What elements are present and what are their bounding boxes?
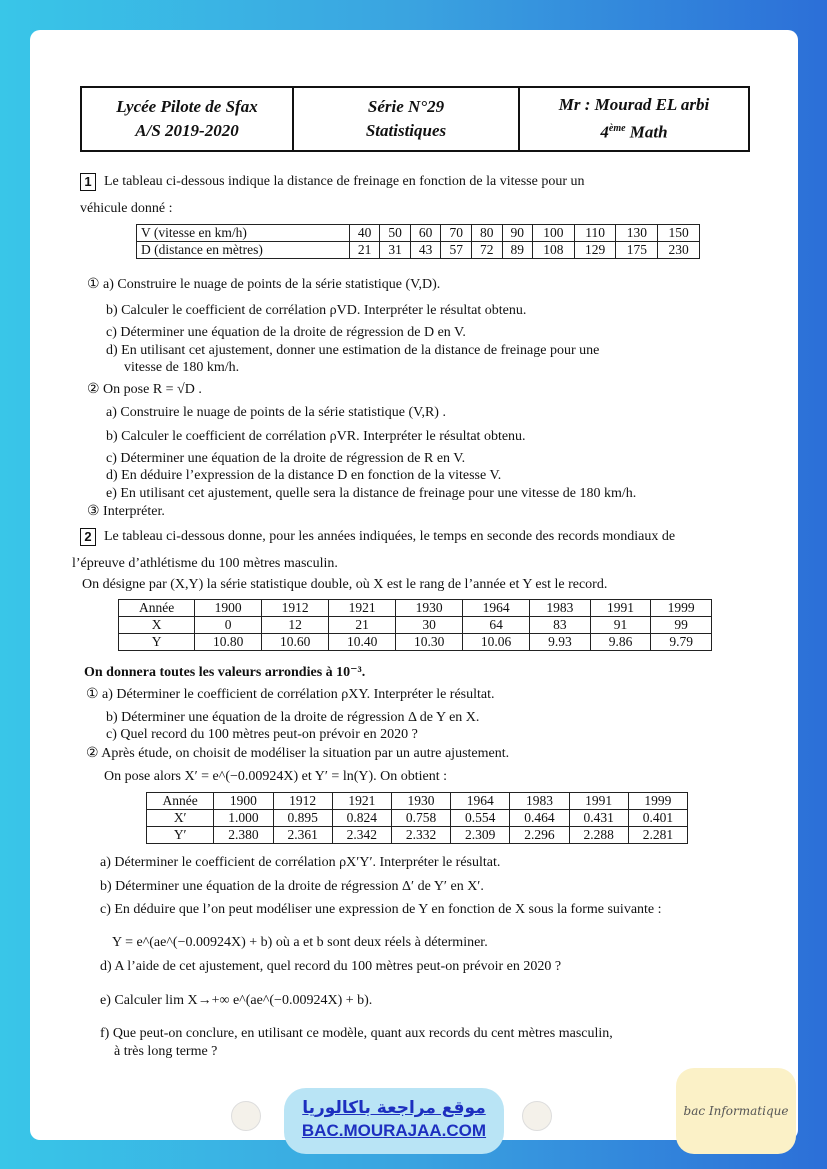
table-cell: 2.281	[628, 827, 687, 844]
class-level: 4ème Math	[600, 122, 668, 142]
table-cell: 1999	[628, 793, 687, 810]
table-cell: 2.342	[332, 827, 391, 844]
ex1-number-box: 1	[80, 173, 96, 191]
row-header-cell: X′	[147, 810, 214, 827]
table-cell: 60	[410, 225, 441, 242]
ex2-q2c: c) En déduire que l’on peut modéliser une expression de Y en fonction de X sous la forme suivante :	[100, 902, 662, 917]
table-cell: 72	[471, 242, 502, 259]
table-cell: 130	[616, 225, 658, 242]
ex2-number-box: 2	[80, 528, 96, 546]
table-row	[147, 793, 688, 810]
table-cell: 57	[441, 242, 472, 259]
serie-title: Série N°29	[367, 97, 445, 116]
table-cell: 64	[463, 617, 530, 634]
table-row	[147, 827, 688, 844]
table-cell: 31	[380, 242, 411, 259]
header-school-cell	[82, 88, 294, 150]
ex2-q2f-line2: à très long terme ?	[114, 1044, 218, 1059]
ex1-q2e: e) En utilisant cet ajustement, quelle sera la distance de freinage pour une vitesse de 180 km/h.	[106, 486, 637, 501]
table-cell: 0.554	[451, 810, 510, 827]
table-cell: 43	[410, 242, 441, 259]
ex1-q1b: b) Calculer le coefficient de corrélation ρVD. Interpréter le résultat obtenu.	[106, 303, 527, 318]
table-cell: 1900	[214, 793, 273, 810]
ex1-q3: ③ Interpréter.	[87, 504, 165, 519]
table-cell: 12	[262, 617, 329, 634]
table-cell: 110	[574, 225, 616, 242]
table-cell: 21	[329, 617, 396, 634]
table-cell: 10.06	[463, 634, 530, 651]
ex1-q2d: d) En déduire l’expression de la distance D en fonction de la vitesse V.	[106, 468, 502, 483]
row-header-cell: Y′	[147, 827, 214, 844]
table-cell: 0.895	[273, 810, 332, 827]
table-cell: 1900	[195, 600, 262, 617]
table-cell: 10.80	[195, 634, 262, 651]
ex2-q1b: b) Déterminer une équation de la droite de régression Δ de Y en X.	[106, 710, 480, 725]
row-header-cell: D (distance en mètres)	[137, 242, 350, 259]
table-cell: 0	[195, 617, 262, 634]
ex1-q1a: ① a) Construire le nuage de points de la série statistique (V,D).	[87, 277, 441, 292]
row-header-cell: V (vitesse en km/h)	[137, 225, 350, 242]
table-cell: 2.288	[569, 827, 628, 844]
ex1-intro-line1: 1 Le tableau ci-dessous indique la distance de freinage en fonction de la vitesse pour un	[80, 173, 585, 191]
ex1-q2b: b) Calculer le coefficient de corrélation ρVR. Interpréter le résultat obtenu.	[106, 429, 526, 444]
table-cell: 230	[658, 242, 700, 259]
table-row	[137, 225, 700, 242]
ex2-q2d: d) A l’aide de cet ajustement, quel record du 100 mètres peut-on prévoir en 2020 ?	[100, 959, 562, 974]
table-cell: 108	[533, 242, 575, 259]
ex2-q1a: ① a) Déterminer le coefficient de corrélation ρXY. Interpréter le résultat.	[86, 687, 495, 702]
ex2-q2f-line1: f) Que peut-on conclure, en utilisant ce modèle, quant aux records du cent mètres masculin,	[100, 1026, 613, 1041]
table-cell: 83	[530, 617, 591, 634]
table-cell: 21	[349, 242, 380, 259]
ex2-q2c-formula: Y = e^(ae^(−0.00924X) + b) où a et b sont deux réels à déterminer.	[112, 935, 488, 950]
ex2-rounding-note: On donnera toutes les valeurs arrondies à 10⁻³.	[84, 665, 366, 680]
table-cell: 1930	[396, 600, 463, 617]
table-cell: 10.60	[262, 634, 329, 651]
bac-informatique-badge: bac Informatique	[676, 1068, 796, 1154]
row-header-cell: X	[119, 617, 195, 634]
site-logo-right-icon	[522, 1101, 552, 1131]
ex2-records-table	[118, 599, 712, 651]
table-cell: 1921	[332, 793, 391, 810]
footer-site-banner[interactable]	[284, 1088, 504, 1154]
table-cell: 10.30	[396, 634, 463, 651]
table-cell: 89	[502, 242, 533, 259]
table-cell: 9.86	[590, 634, 651, 651]
row-header-cell: Année	[147, 793, 214, 810]
ex1-q1d-line1: d) En utilisant cet ajustement, donner une estimation de la distance de freinage pour une	[106, 343, 600, 358]
ex2-q2b: b) Déterminer une équation de la droite de régression Δ′ de Y′ en X′.	[100, 879, 484, 894]
table-cell: 9.79	[651, 634, 712, 651]
table-cell: 1964	[451, 793, 510, 810]
table-cell: 100	[533, 225, 575, 242]
teacher-name: Mr : Mourad EL arbi	[558, 95, 710, 115]
ex2-q2: ② Après étude, on choisit de modéliser la situation par un autre ajustement.	[86, 746, 510, 761]
table-cell: 70	[441, 225, 472, 242]
table-cell: 129	[574, 242, 616, 259]
ex1-q2c: c) Déterminer une équation de la droite de régression de R en V.	[106, 451, 466, 466]
table-cell: 1921	[329, 600, 396, 617]
table-row	[119, 617, 712, 634]
table-cell: 9.93	[530, 634, 591, 651]
table-cell: 0.401	[628, 810, 687, 827]
table-cell: 10.40	[329, 634, 396, 651]
ex2-intro-line1: 2 Le tableau ci-dessous donne, pour les années indiquées, le temps en seconde des records mondiaux de	[80, 528, 675, 546]
header-serie-cell	[294, 88, 520, 150]
topic-title: Statistiques	[365, 121, 447, 140]
row-header-cell: Y	[119, 634, 195, 651]
header-teacher-cell	[520, 88, 748, 150]
ex1-q2a: a) Construire le nuage de points de la série statistique (V,R) .	[106, 405, 446, 420]
footer-arabic-title[interactable]: موقع مراجعة باكالوريا	[302, 1098, 486, 1118]
table-cell: 2.361	[273, 827, 332, 844]
ex2-intro-line2: l’épreuve d’athlétisme du 100 mètres masculin.	[72, 556, 338, 571]
table-cell: 2.296	[510, 827, 569, 844]
school-name: Lycée Pilote de Sfax	[116, 97, 258, 116]
table-cell: 1983	[530, 600, 591, 617]
table-cell: 99	[651, 617, 712, 634]
table-cell: 0.758	[391, 810, 450, 827]
table-row	[119, 634, 712, 651]
school-year: A/S 2019-2020	[135, 121, 239, 140]
ex2-q2e: e) Calculer lim X→+∞ e^(ae^(−0.00924X) + b).	[100, 993, 373, 1008]
table-cell: 0.464	[510, 810, 569, 827]
table-cell: 1912	[262, 600, 329, 617]
table-cell: 1991	[569, 793, 628, 810]
table-cell: 80	[471, 225, 502, 242]
table-row	[137, 242, 700, 259]
ex2-q2-pose: On pose alors X′ = e^(−0.00924X) et Y′ = ln(Y). On obtient :	[104, 769, 448, 784]
table-row	[119, 600, 712, 617]
table-cell: 1930	[391, 793, 450, 810]
table-cell: 150	[658, 225, 700, 242]
site-logo-left-icon	[231, 1101, 261, 1131]
table-row	[147, 810, 688, 827]
ex1-q2: ② On pose R = √D .	[87, 382, 202, 397]
table-cell: 0.824	[332, 810, 391, 827]
table-cell: 40	[349, 225, 380, 242]
footer-url-link[interactable]: BAC.MOURAJAA.COM	[301, 1121, 487, 1140]
ex2-q2a: a) Déterminer le coefficient de corrélation ρX′Y′. Interpréter le résultat.	[100, 855, 501, 870]
table-cell: 2.332	[391, 827, 450, 844]
table-cell: 1912	[273, 793, 332, 810]
ex1-data-table	[136, 224, 700, 259]
table-cell: 1983	[510, 793, 569, 810]
ex1-q1c: c) Déterminer une équation de la droite de régression de D en V.	[106, 325, 466, 340]
ex1-q1d-line2: vitesse de 180 km/h.	[124, 360, 240, 375]
row-header-cell: Année	[119, 600, 195, 617]
ex2-transformed-table	[146, 792, 688, 844]
table-cell: 1991	[590, 600, 651, 617]
table-cell: 91	[590, 617, 651, 634]
ex2-q1c: c) Quel record du 100 mètres peut-on prévoir en 2020 ?	[106, 727, 418, 742]
ex1-intro-line2: véhicule donné :	[80, 201, 173, 216]
table-cell: 2.380	[214, 827, 273, 844]
table-cell: 175	[616, 242, 658, 259]
table-cell: 90	[502, 225, 533, 242]
table-cell: 0.431	[569, 810, 628, 827]
table-cell: 2.309	[451, 827, 510, 844]
table-cell: 1.000	[214, 810, 273, 827]
table-cell: 1964	[463, 600, 530, 617]
table-cell: 1999	[651, 600, 712, 617]
table-cell: 50	[380, 225, 411, 242]
header-box	[80, 86, 750, 152]
ex2-intro-line3: On désigne par (X,Y) la série statistique double, où X est le rang de l’année et Y est le record.	[82, 577, 608, 592]
table-cell: 30	[396, 617, 463, 634]
